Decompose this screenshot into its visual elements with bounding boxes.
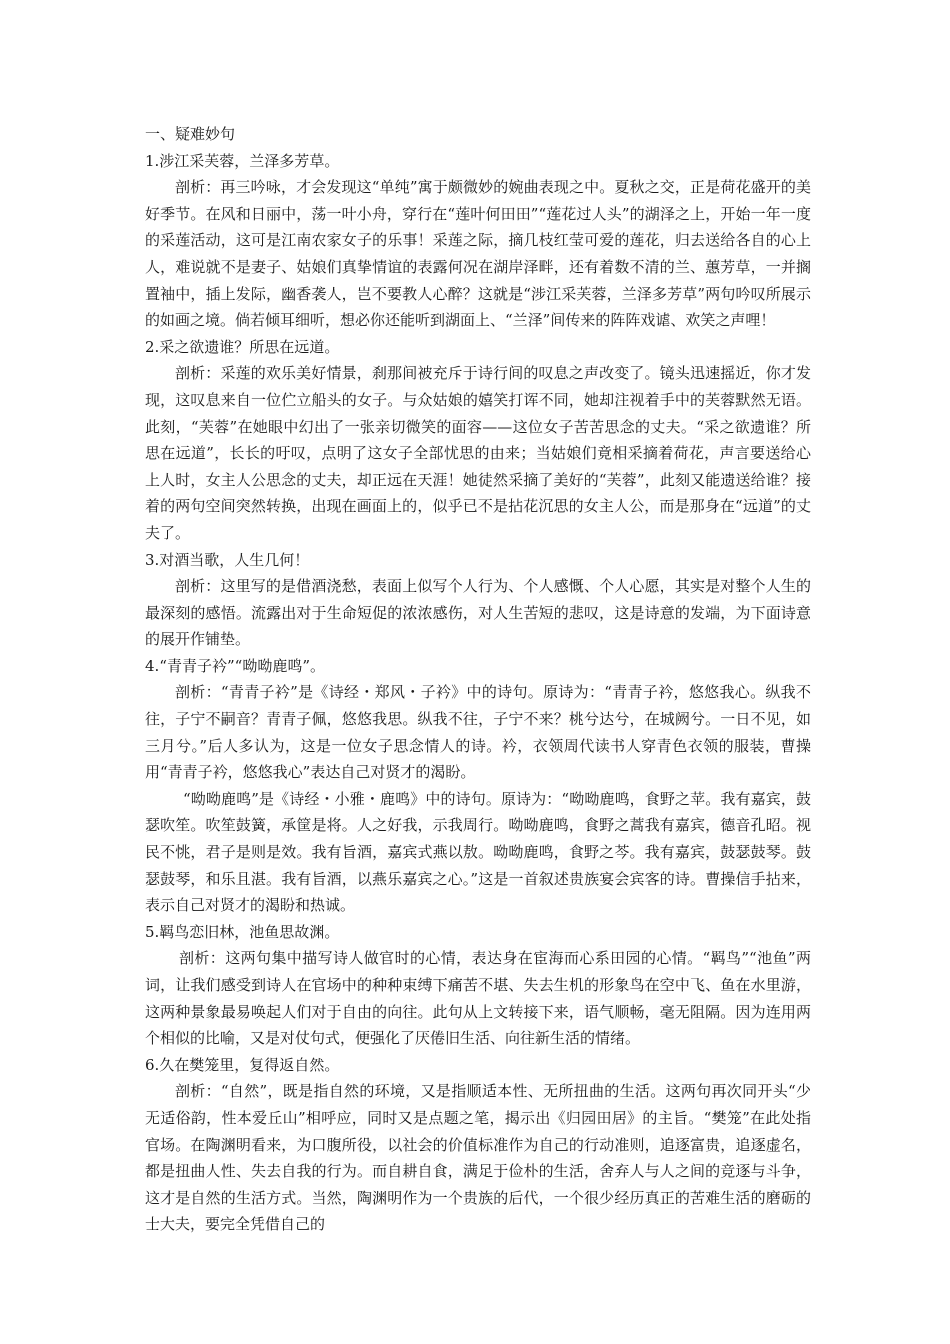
section-title: 一、疑难妙句 bbox=[145, 125, 236, 143]
document-page bbox=[145, 121, 811, 1238]
analysis-paragraph: 剖析：再三吟咏，才会发现这“单纯”寓于颇微妙的婉曲表现之中。夏秋之交，正是荷花盛开的美好季节。在风和日丽中，荡一叶小舟，穿行在“莲叶何田田”“莲花过人头”的湖泽之上，开始一年一度的采莲活动，这可是江南农家女子的乐事！采莲之际，摘几枝红莹可爱的莲花，归去送给各自的心上人，难说就不是妻子、姑娘们真挚情谊的表露何况在湖岸泽畔，还有着数不清的兰、蕙芳草，一并搁置袖中，插上发际，幽香袭人，岂不要教人心醉？这就是“涉江采芙蓉，兰泽多芳草”两句吟叹所展示的如画之境。倘若倾耳细听，想必你还能听到湖面上、“兰泽”间传来的阵阵戏谑、欢笑之声哩！ bbox=[145, 178, 811, 330]
item-heading: 2.采之欲遗谁？所思在远道。 bbox=[145, 337, 340, 356]
item-heading: 4.“青青子衿”“呦呦鹿鸣”。 bbox=[145, 656, 325, 675]
analysis-paragraph: 剖析：“青青子衿”是《诗经・郑风・子衿》中的诗句。原诗为：“青青子衿，悠悠我心。纵我不往，子宁不嗣音？青青子佩，悠悠我思。纵我不往，子宁不来？桃兮达兮，在城阙兮。一日不见，如三月兮。”后人多认为，这是一位女子思念情人的诗。衿，衣领周代读书人穿青色衣领的服装，曹操用“青青子衿，悠悠我心”表达自己对贤才的渴盼。 bbox=[145, 683, 811, 782]
analysis-paragraph: 剖析：“自然”，既是指自然的环境，又是指顺适本性、无所扭曲的生活。这两句再次同开头“少无适俗韵，性本爱丘山”相呼应，同时又是点题之笔，揭示出《归园田居》的主旨。“樊笼”在此处指官场。在陶渊明看来，为口腹所役，以社会的价值标准作为自己的行动准则，追逐富贵，追逐虚名，都是扭曲人性、失去自我的行为。而自耕自食，满足于俭朴的生活，舍弃人与人之间的竞逐与斗争，这才是自然的生活方式。当然，陶渊明作为一个贵族的后代，一个很少经历真正的苦难生活的磨砺的士大夫，要完全凭借自己的 bbox=[145, 1082, 811, 1234]
item-heading: 1.涉江采芙蓉，兰泽多芳草。 bbox=[145, 151, 340, 170]
item-heading: 3.对酒当歌，人生几何！ bbox=[145, 550, 310, 569]
analysis-paragraph: 剖析：采莲的欢乐美好情景，刹那间被充斥于诗行间的叹息之声改变了。镜头迅速摇近，你才发现，这叹息来自一位伫立船头的女子。与众姑娘的嬉笑打诨不同，她却注视着手中的芙蓉默然无语。此刻，“芙蓉”在她眼中幻出了一张亲切微笑的面容——这位女子苦苦思念的丈夫。“采之欲遗谁？所思在远道”，长长的吁叹，点明了这女子全部忧思的由来；当姑娘们竟相采摘着荷花，声言要送给心上人时，女主人公思念的丈夫，却正远在天涯！她徒然采摘了美好的“芙蓉”，此刻又能遗送给谁？接着的两句空间突然转换，出现在画面上的，似乎已不是拈花沉思的女主人公，而是那身在“远道”的丈夫了。 bbox=[145, 364, 811, 542]
analysis-paragraph: “呦呦鹿鸣”是《诗经・小雅・鹿鸣》中的诗句。原诗为：“呦呦鹿鸣，食野之苹。我有嘉宾，鼓瑟吹笙。吹笙鼓簧，承筐是将。人之好我，示我周行。呦呦鹿鸣，食野之蒿我有嘉宾，德音孔昭。视民不恌，君子是则是效。我有旨酒，嘉宾式燕以敖。呦呦鹿鸣，食野之芩。我有嘉宾，鼓瑟鼓琴。鼓瑟鼓琴，和乐且湛。我有旨酒，以燕乐嘉宾之心。”这是一首叙述贵族宴会宾客的诗。曹操信手拈来，表示自己对贤才的渴盼和热诚。 bbox=[145, 789, 811, 915]
analysis-paragraph: 剖析：这两句集中描写诗人做官时的心情，表达身在宦海而心系田园的心情。“羁鸟”“池鱼”两词，让我们感受到诗人在官场中的种种束缚下痛苦不堪、失去生机的形象鸟在空中飞、鱼在水里游，这两种景象最易唤起人们对于自由的向往。此句从上文转接下来，语气顺畅，毫无阻隔。因为连用两个相似的比喻，又是对仗句式，便强化了厌倦旧生活、向往新生活的情绪。 bbox=[145, 949, 811, 1048]
analysis-paragraph: 剖析：这里写的是借酒浇愁，表面上似写个人行为、个人感慨、个人心愿，其实是对整个人生的最深刻的感悟。流露出对于生命短促的浓浓感伤，对人生苦短的悲叹，这是诗意的发端，为下面诗意的展开作铺垫。 bbox=[145, 577, 811, 649]
item-heading: 6.久在樊笼里，复得返自然。 bbox=[145, 1055, 340, 1074]
item-heading: 5.羁鸟恋旧林，池鱼思故渊。 bbox=[145, 922, 340, 941]
